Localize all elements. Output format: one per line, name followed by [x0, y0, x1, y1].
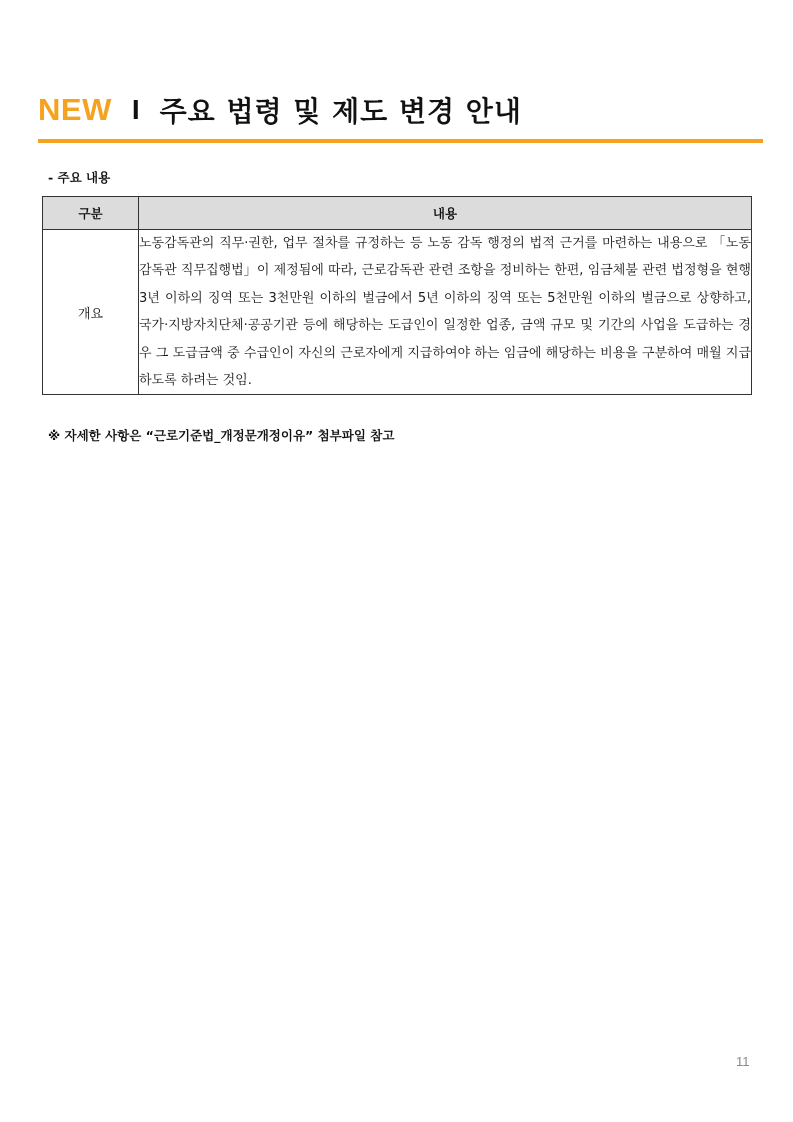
table-row	[43, 230, 752, 395]
table-header-row	[43, 197, 752, 230]
row-category: 개요	[43, 230, 139, 395]
content-table	[42, 196, 752, 395]
page-number: 11	[736, 1054, 750, 1069]
page-header	[38, 86, 522, 134]
header-content: 내용	[139, 197, 752, 230]
row-content: 노동감독관의 직무‧권한, 업무 절차를 규정하는 등 노동 감독 행정의 법적 근거를 마련하는 내용으로 「노동감독관 직무집행법」이 제정됨에 따라, 근로감독관 관련 조항을 정비하는 한편, 임금체불 관련 법정형을 현행 3년 이하의 징역 또는 3천만원 이하의 벌금에서 5년 이하의 징역 또는 5천만원 이하의 벌금으로 상향하고, 국가‧지방자치단체‧공공기관 등에 해당하는 도급인이 일정한 업종, 금액 규모 및 기간의 사업을 도급하는 경우 그 도급금액 중 수급인이 자신의 근로자에게 지급하여야 하는 임금에 해당하는 비용을 구분하여 매월 지급하도록 하려는 것임.	[139, 230, 752, 395]
header-category: 구분	[43, 197, 139, 230]
reference-note: ※ 자세한 사항은 “근로기준법_개정문개정이유” 첨부파일 참고	[48, 428, 395, 443]
header-divider	[38, 139, 763, 143]
new-badge: NEW	[38, 92, 112, 127]
page-title: 주요 법령 및 제도 변경 안내	[159, 95, 522, 128]
section-label: - 주요 내용	[48, 170, 111, 185]
header-separator: I	[131, 94, 140, 125]
